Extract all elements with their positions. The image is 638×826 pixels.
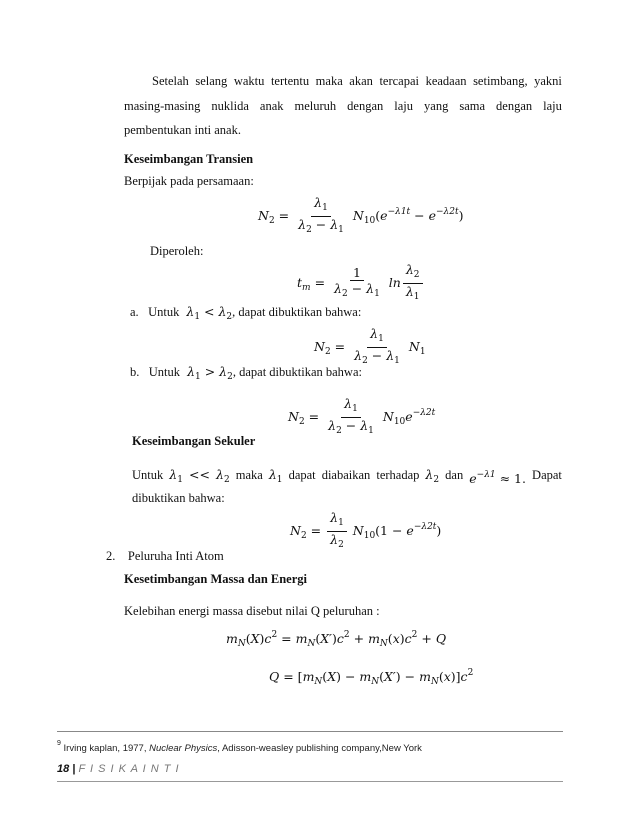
page-number: 18 xyxy=(57,763,70,775)
intro-line-1: Setelah selang waktu tertentu maka akan tercapai keadaan setimbang, yakni xyxy=(152,74,562,88)
intro-line-2: masing-masing nuklida anak meluruh dengan laju yang sama dengan laju xyxy=(124,99,562,113)
equation-n2-general: $N_2$ = $\frac{\lambda_1}{\lambda_2 - \lambda_1}$ $N_{10}(e^{-\lambda 1t} - e^{-\lambda 2t})$ xyxy=(258,195,464,235)
sekuler-line-2: dibuktikan bahwa: xyxy=(132,491,225,505)
equation-sekuler: $N_2$ = $\frac{\lambda_1}{\lambda_2}$ $N_{10}(1 - e^{-\lambda 2t})$ xyxy=(290,510,442,550)
equation-mass-energy: $m_N(X)c^2 = m_N(X')c^2 + m_N(x)c^2 + Q$ xyxy=(226,630,447,649)
heading-sekuler: Keseimbangan Sekuler xyxy=(132,434,256,448)
heading-massa-energi: Kesetimbangan Massa dan Energi xyxy=(124,572,308,586)
equation-tm: $t_m$ = $\frac{1}{\lambda_2 - \lambda_1}$ ln $\frac{\lambda_2}{\lambda_1}$ xyxy=(297,262,425,305)
transien-intro: Berpijak pada persamaan: xyxy=(124,174,254,188)
case-a: a. Untuk $\lambda_1 < \lambda_2$, dapat dibuktikan bahwa: xyxy=(130,304,362,322)
equation-case-a: $N_2$ = $\frac{\lambda_1}{\lambda_2 - \lambda_1}$ $N_1$ xyxy=(314,326,426,366)
footer-title: F I S I K A I N T I xyxy=(78,763,180,775)
diperoleh-label: Diperoleh: xyxy=(150,244,204,258)
page-footer: 18 | F I S I K A I N T I xyxy=(57,763,180,775)
case-b: b. Untuk $\lambda_1 > \lambda_2$, dapat dibuktikan bahwa: xyxy=(130,364,362,382)
intro-line-3: pembentukan inti anak. xyxy=(124,123,241,137)
footnote-rule xyxy=(57,731,563,732)
equation-q-value: $Q = [m_N(X) - m_N(X') - m_N(x)]c^2$ xyxy=(269,668,474,687)
footer-rule xyxy=(57,781,563,782)
q-value-text: Kelebihan energi massa disebut nilai Q peluruhan : xyxy=(124,604,380,618)
section-2-title: 2. Peluruha Inti Atom xyxy=(106,549,224,563)
heading-transien: Keseimbangan Transien xyxy=(124,152,254,166)
sekuler-line-1: Untuk $\lambda_1$ << $\lambda_2$ maka $\lambda_1$ dapat diabaikan terhadap $\lambda_2$ dan $e^{-\lambda 1} \approx 1$. Dapat xyxy=(132,467,562,486)
equation-case-b: $N_2$ = $\frac{\lambda_1}{\lambda_2 - \lambda_1}$ $N_{10}e^{-\lambda 2t}$ xyxy=(288,396,436,436)
footnote: $^9$ Irving kaplan, 1977, Nuclear Physics, Adisson-weasley publishing company,New York xyxy=(57,740,422,754)
